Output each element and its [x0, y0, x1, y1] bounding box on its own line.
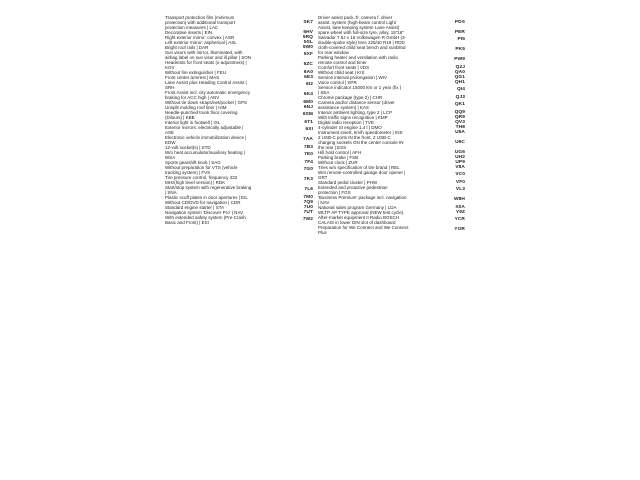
- option-description-line: Sports gearshift knob | SAG: [165, 159, 221, 165]
- option-code: PER: [454, 29, 465, 35]
- option-description-line: braking for ACC high | ANV: [165, 94, 220, 100]
- option-description: [165, 165, 304, 175]
- option-code: Q2J: [455, 64, 465, 70]
- option-description: [318, 185, 456, 195]
- option-description-line: Service indicator 15000 km or 1 year (fix ): [318, 84, 402, 90]
- option-description: [318, 135, 455, 150]
- option-description-line: Left exterior mirror: aspherical | ASL: [165, 39, 237, 45]
- option-description-line: GRT: [318, 174, 328, 180]
- option-description-line: Without preparation for VTS (vehicle: [165, 164, 238, 170]
- option-code: QI4: [456, 87, 465, 92]
- option-row: [165, 215, 313, 225]
- option-description-line: Service interval prolongation | WIV: [318, 74, 387, 80]
- option-description: [318, 195, 454, 205]
- option-description-line: Parking brake | FSB: [318, 154, 359, 160]
- option-row: [165, 15, 313, 30]
- option-description-line: remote control and timer: [318, 59, 367, 65]
- option-row: [318, 55, 465, 65]
- option-description-line: Camera and/or distance sensor (driver: [318, 99, 395, 105]
- option-description-line: National sales program Germany | LDA: [318, 204, 397, 210]
- option-code: 5W0: [302, 44, 313, 50]
- option-code: 5RQ: [302, 34, 313, 40]
- option-code: UG6: [454, 149, 465, 155]
- option-row: [318, 135, 465, 150]
- option-code: QK1: [454, 102, 465, 107]
- option-row: [318, 85, 465, 95]
- option-code: VF0: [455, 179, 465, 185]
- options-column-right: [318, 15, 465, 235]
- option-description-line: for rear window: [318, 49, 349, 55]
- option-code: 7F4: [304, 159, 313, 165]
- option-description-line: Plastic scuff plates in door apertures | EIL: [165, 194, 248, 200]
- option-code: 7K3: [303, 177, 313, 182]
- option-code: QQ9: [454, 109, 465, 115]
- option-code: 6XI: [305, 127, 313, 132]
- option-description-line: spare wheel with full-size tyre, alloy, 15"16": [318, 29, 404, 35]
- option-code: 7M0: [303, 194, 313, 200]
- option-code: SK7: [303, 19, 313, 25]
- option-code: 5SL: [303, 39, 313, 45]
- option-description-line: Preparation for We Connect and We Connect: [318, 224, 409, 230]
- option-description-line: Without clock | ZUR: [318, 159, 358, 165]
- option-description: [318, 100, 455, 110]
- option-description: [165, 135, 303, 145]
- option-description-line: charging sockets ON the center console IN: [318, 139, 404, 145]
- option-code: 6M0: [303, 99, 313, 105]
- option-description-line: Navigation system 'Discover Pro' | NAV: [165, 209, 244, 215]
- option-description-line: Instrument insert, km/h speedometer | INS: [318, 129, 403, 135]
- option-description: [318, 35, 458, 45]
- option-row: [318, 170, 465, 180]
- option-row: [318, 185, 465, 195]
- option-description-line: Bright roof rails | DAR: [165, 44, 209, 50]
- option-row: [165, 60, 313, 70]
- option-row: [318, 45, 465, 55]
- option-description-line: Chrome package (type 2) | CHR: [318, 94, 383, 100]
- option-row: [165, 90, 313, 100]
- option-code: QV3: [455, 119, 465, 125]
- option-description: [165, 60, 304, 70]
- option-description-line: Headrests for front seats (x-adjustment) |: [165, 59, 247, 65]
- option-description-line: WSA: [165, 154, 176, 160]
- option-code: 7UT: [303, 209, 313, 215]
- option-description-line: Right exterior mirror: convex | ASR: [165, 34, 235, 40]
- option-description-line: tracking system) | FVS: [165, 169, 211, 175]
- option-code: YCR: [454, 217, 465, 222]
- option-description: [165, 15, 303, 30]
- option-description-line: W/o heat accumulator/auxiliary heating |: [165, 149, 245, 155]
- option-description-line: Start/stop system with regenerative braking: [165, 184, 252, 190]
- option-code: UP9: [455, 159, 465, 165]
- option-description-line: Tires w/o specification of tire brand | REL: [318, 164, 400, 170]
- option-description-line: Front center armrest | MAS: [165, 74, 220, 80]
- option-description: [318, 45, 455, 55]
- option-row: [318, 225, 465, 235]
- option-description-line: Exterior mirrors: electrically adjustable |: [165, 124, 244, 130]
- option-code: QJ3: [455, 94, 465, 100]
- option-code: 6I2: [306, 82, 313, 87]
- option-description-line: WLTP AP TYPE approval (NEW test cycle).: [318, 209, 405, 215]
- option-description-line: Comfort front seats | VDS: [318, 64, 370, 70]
- option-code: U9C: [455, 139, 465, 145]
- option-description-line: W/o remote-controlled garage door opener |: [318, 169, 406, 175]
- option-code: 7AA: [303, 137, 313, 142]
- option-description-line: protection) with additional transport: [165, 19, 236, 25]
- option-description-line: 12-volt socket(s) | STD: [165, 144, 211, 150]
- option-description-line: double-spoke style) tires 225/40 R18 | RDD: [318, 39, 405, 45]
- option-row: [318, 100, 465, 110]
- option-description-line: Interior ambient lighting, type 2 | LCP: [318, 109, 392, 115]
- option-description-line: | SEA: [318, 89, 330, 95]
- option-description-line: Basic and Front) | ESI: [165, 219, 209, 225]
- option-code: UH2: [455, 154, 465, 160]
- option-description-line: Hill hold control | AFH: [318, 149, 362, 155]
- option-code: Y9Z: [455, 209, 465, 215]
- option-description: [318, 85, 457, 95]
- option-description-line: Unsplit molding roof liner | HIM: [165, 104, 227, 110]
- option-description-line: With extended safety system (Pre-Crash: [165, 214, 246, 220]
- option-description-line: Sun visors with mirror, illuminated, with: [165, 49, 243, 55]
- option-description-line: Assist, lane keeping system Lane Assist): [318, 24, 400, 30]
- option-code: 5ZC: [303, 62, 313, 67]
- option-description-line: cloth-covered child seat bench and sunblind: [318, 44, 406, 50]
- option-description: [318, 225, 454, 235]
- option-code: QA0: [454, 69, 465, 75]
- option-description-line: Decorative inserts | EIN: [165, 29, 213, 35]
- option-description-line: protection | FGS: [318, 189, 351, 195]
- option-code: 7G0: [303, 167, 313, 172]
- option-description-line: assist. system (high-beam control Light: [318, 19, 397, 25]
- option-code: PDS: [454, 19, 465, 25]
- option-code: VC0: [455, 172, 465, 177]
- option-description-line: assistance system) | KAS: [318, 104, 369, 110]
- option-description-line: Needle-punched trunk floor covering: [165, 109, 238, 115]
- option-code: W8H: [454, 197, 465, 202]
- option-code: U5A: [455, 129, 465, 135]
- option-description: [165, 215, 303, 225]
- option-code: TH8: [455, 124, 465, 130]
- option-row: [165, 110, 313, 120]
- option-description-line: Extended and proactive pedestrian: [318, 184, 388, 190]
- option-row: [318, 195, 465, 205]
- option-row: [165, 50, 313, 60]
- option-code: 6K4: [303, 92, 313, 97]
- option-code: YOR: [454, 227, 465, 232]
- option-code: QH1: [454, 79, 465, 85]
- option-description-line: protection measures | LAC: [165, 24, 219, 30]
- option-description-line: After-market equipment II Radio BOSCH: [318, 214, 400, 220]
- option-description-line: With traffic signs recognition | KMP: [318, 114, 388, 120]
- option-description-line: KOV: [165, 64, 175, 70]
- option-row: [318, 35, 465, 45]
- option-code: PW9: [454, 57, 465, 62]
- option-code: 7B3: [303, 144, 313, 150]
- option-description-line: Parking heater and ventilation with radio: [318, 54, 399, 60]
- option-description: [318, 170, 455, 180]
- option-description-line: Standard engine starter | STA: [165, 204, 225, 210]
- option-code: 7E0: [304, 152, 313, 157]
- option-description: [165, 90, 304, 100]
- option-code: PK5: [455, 47, 465, 52]
- option-code: 7W2: [302, 217, 313, 222]
- option-description-line: Tire pressure control, frequency 433: [165, 174, 238, 180]
- option-description-line: Salvador 7.5J x 16 Volkswagen R GmbH (3-: [318, 34, 407, 40]
- option-description: [318, 55, 454, 65]
- option-description-line: 4-cylinder SI engine 1.4 l | DMO: [318, 124, 382, 130]
- option-description-line: EDW: [165, 139, 176, 145]
- option-row: [165, 165, 313, 175]
- option-description-line: Without CD/DVD for navigation | CDR: [165, 199, 241, 205]
- option-description-line: Without fire extinguisher | FEU: [165, 69, 226, 75]
- option-description-line: | NAV: [318, 199, 330, 205]
- option-code: 6A0: [303, 69, 313, 75]
- option-row: [165, 135, 313, 145]
- option-description-line: MHz(high level version) | RDK: [165, 179, 226, 185]
- option-row: [165, 125, 313, 135]
- option-code: 5HV: [303, 29, 313, 35]
- option-description: [165, 50, 304, 60]
- option-code: PI5: [457, 37, 465, 42]
- option-description: [165, 150, 304, 160]
- option-row: [165, 175, 313, 185]
- option-description-line: Lane Assist plus Heading Control Assist |: [165, 79, 247, 85]
- option-description: [165, 125, 306, 135]
- option-code: 6NJ: [303, 104, 313, 110]
- option-description: [165, 80, 306, 90]
- option-code: 7U0: [303, 204, 313, 210]
- option-description-line: Standard pedal cluster | PHW: [318, 179, 378, 185]
- option-description: [318, 215, 455, 225]
- option-description-line: 2 USB-C ports IN the front, 2 USB-C: [318, 134, 391, 140]
- option-description-line: SRH: [165, 84, 175, 90]
- option-description-line: (Dilours) | KBB: [165, 114, 195, 120]
- option-row: [165, 80, 313, 90]
- option-row: [318, 215, 465, 225]
- option-code: 6T1: [304, 119, 313, 125]
- option-description-line: the rear | ESS: [318, 144, 347, 150]
- option-description-line: Interior light in footwell | IXL: [165, 119, 221, 125]
- option-description-line: Without child seat | KIS: [318, 69, 365, 75]
- option-row: [165, 185, 313, 195]
- option-description: [318, 15, 455, 30]
- option-code: 6E3: [304, 74, 313, 80]
- option-description-line: Driver assist pack.:fr. camera f. driver: [318, 14, 393, 20]
- option-description-line: | SNA: [165, 189, 177, 195]
- options-column-left: [165, 15, 313, 225]
- option-row: [318, 15, 465, 30]
- option-description-line: Without tie down straps/net/pocket | GPS: [165, 99, 247, 105]
- option-row: [165, 150, 313, 160]
- option-description-line: Digital radio reception | TVE: [318, 119, 374, 125]
- option-code: QR9: [454, 114, 465, 120]
- option-description-line: Transport protection film (minimum: [165, 14, 235, 20]
- option-description-line: CALAIS in lower DIN slot of dashboard: [318, 219, 396, 225]
- option-description-line: ASE: [165, 129, 175, 135]
- option-code: QG1: [454, 74, 465, 80]
- option-description-line: Front Assist incl. city automatic emergency: [165, 89, 251, 95]
- option-description-line: 'Business Premium' package incl. navigation: [318, 194, 407, 200]
- option-description-line: Plus: [318, 229, 327, 235]
- option-description: [165, 110, 303, 120]
- option-description-line: Voice control | SPR: [318, 79, 357, 85]
- option-description-line: airbag label on sun visor and ill.pillar | SON: [165, 54, 251, 60]
- option-code: 6SM: [302, 112, 313, 117]
- option-code: V8A: [455, 164, 465, 170]
- option-description: [165, 185, 304, 195]
- option-code: VL3: [455, 187, 465, 192]
- option-description-line: Electronic vehicle immobilization device |: [165, 134, 247, 140]
- option-code: 7Q9: [303, 199, 313, 205]
- option-description: [165, 175, 304, 185]
- option-code: 7L6: [304, 187, 313, 192]
- option-code: X0A: [455, 204, 465, 210]
- option-code: 5XF: [303, 52, 313, 57]
